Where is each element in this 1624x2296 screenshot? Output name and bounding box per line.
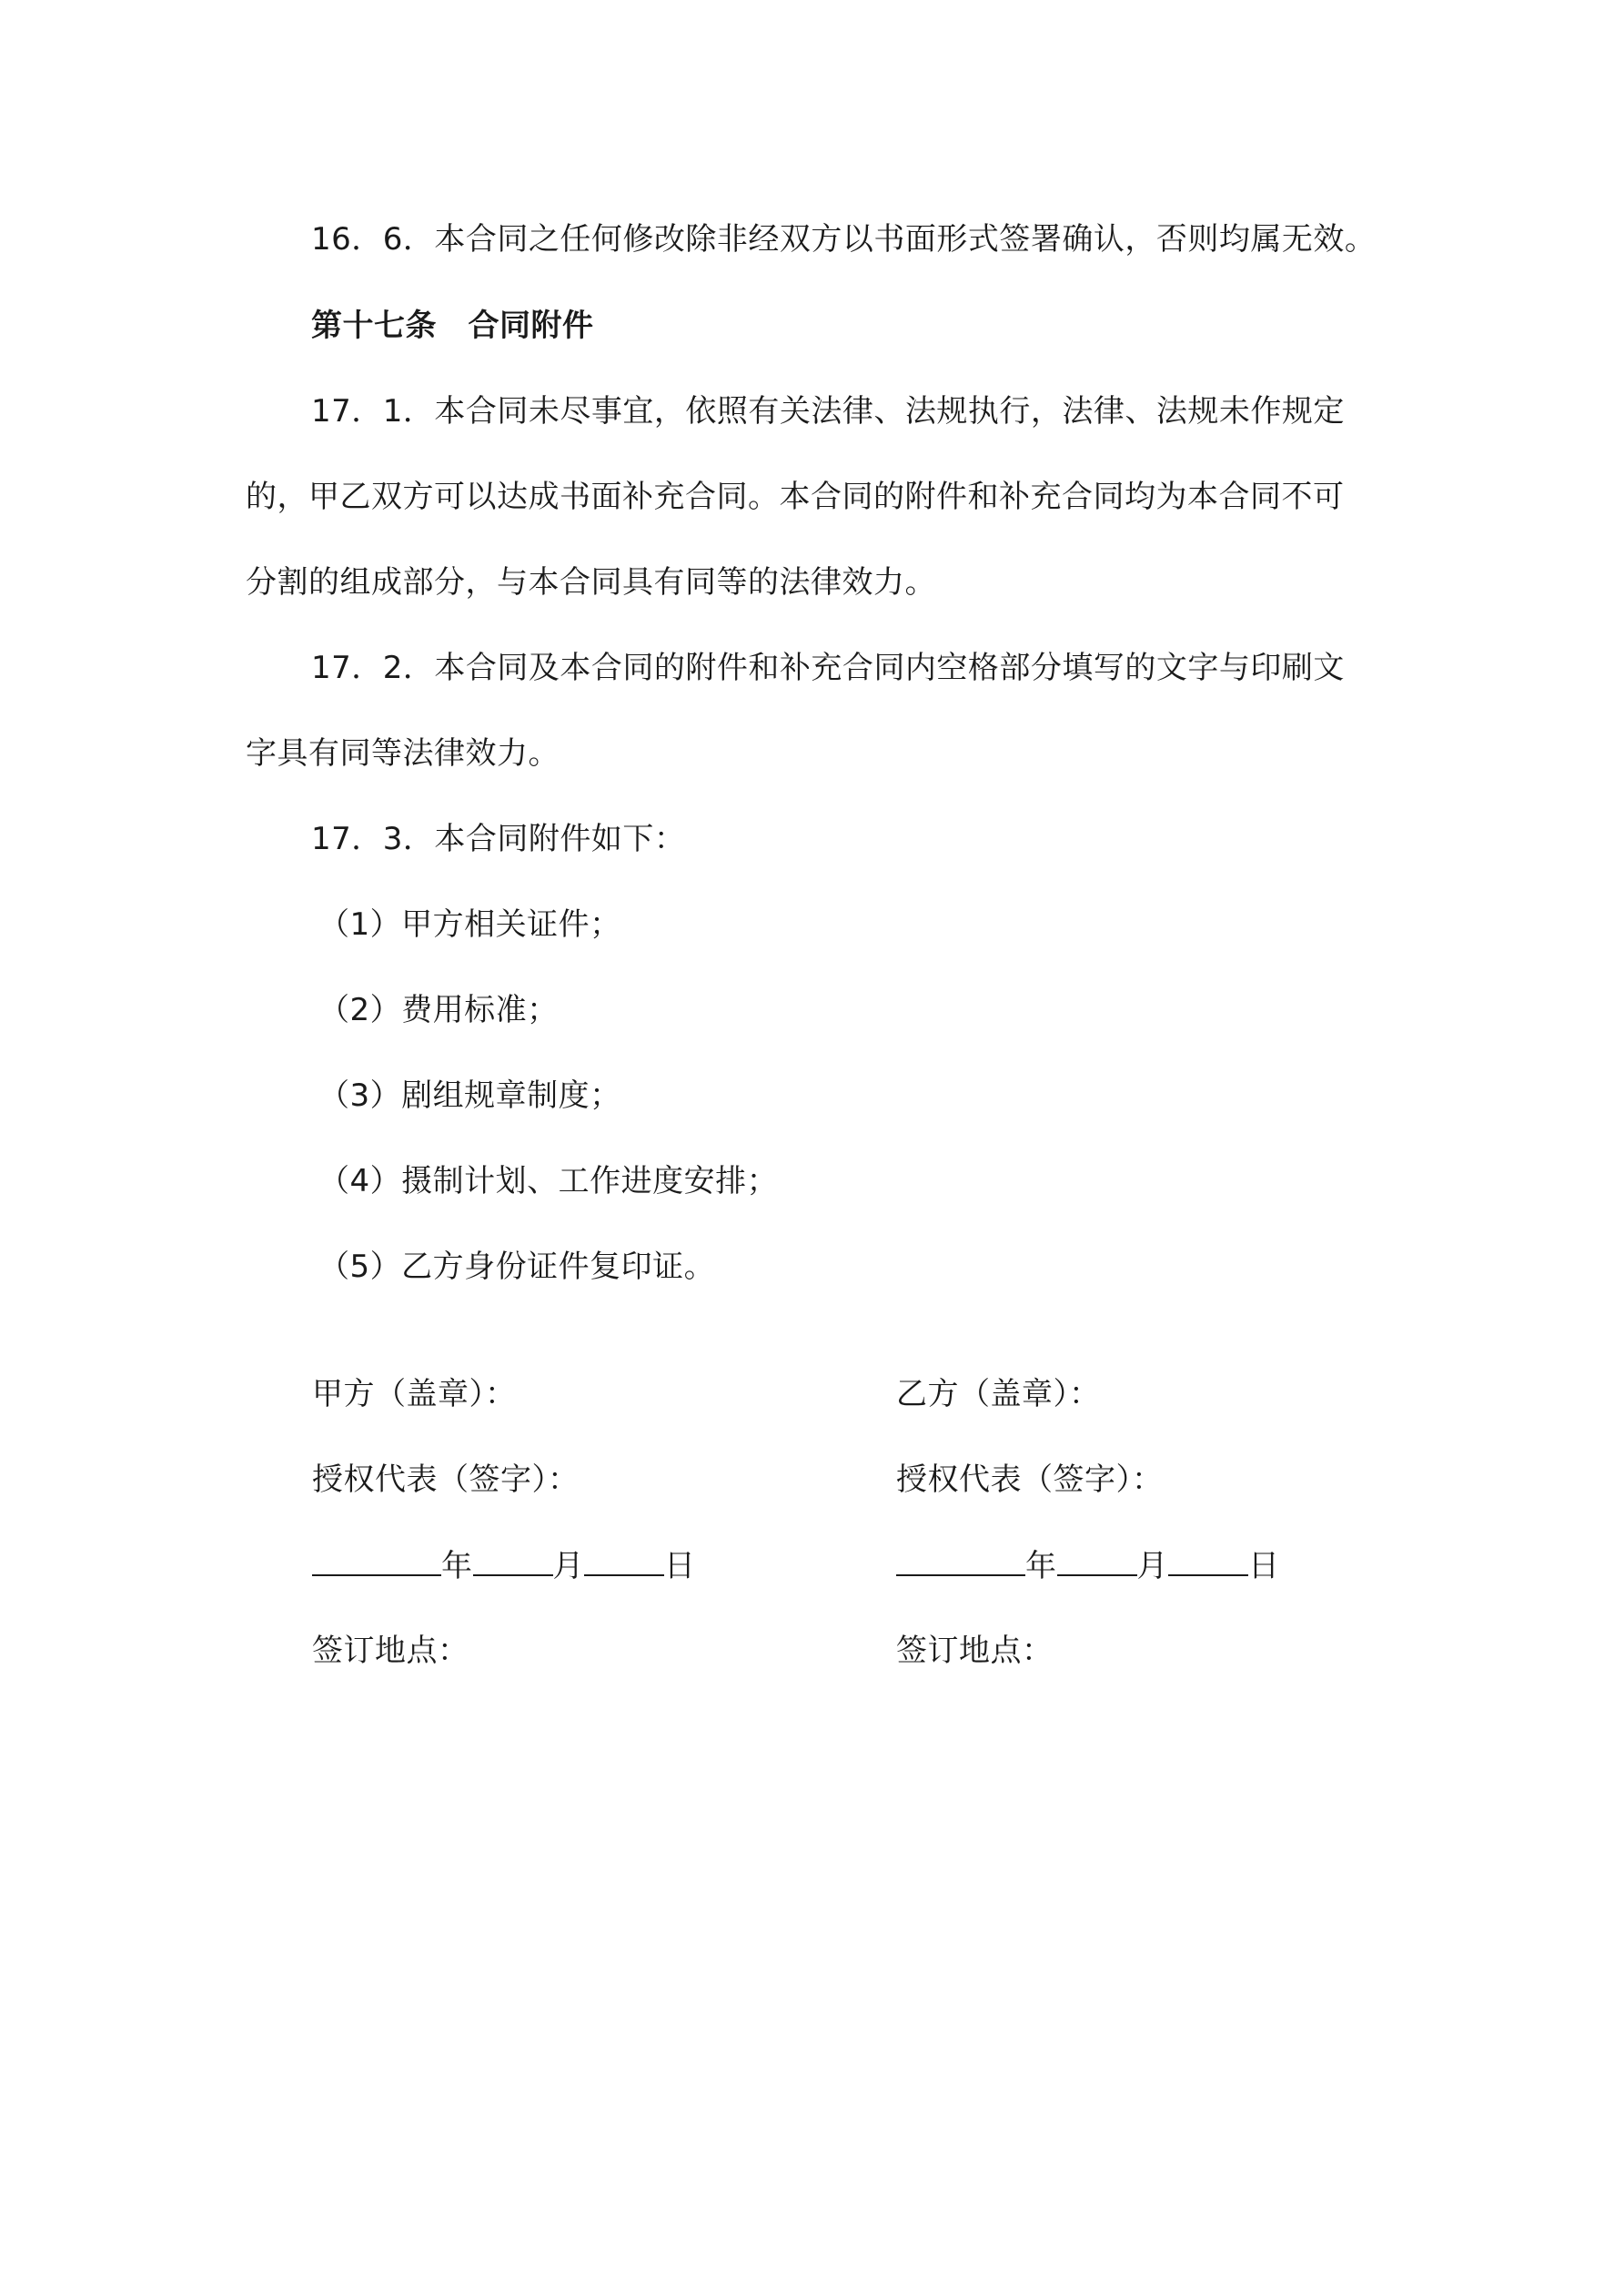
clause-17-3: 17．3．本合同附件如下： [311,821,686,857]
clause-16-6: 16．6．本合同之任何修改除非经双方以书面形式签署确认，否则均属无效。 [311,221,1377,258]
clause-17-2-line-2: 字具有同等法律效力。 [246,735,560,772]
attachment-item-5: （5）乙方身份证件复印证。 [318,1249,716,1285]
attachment-item-2: （2）费用标准； [318,992,559,1028]
attachment-item-4: （4）摄制计划、工作进度安排； [318,1163,779,1199]
party-b-day-label: 日 [1248,1548,1280,1584]
clause-17-1-line-1: 17．1．本合同未尽事宜，依照有关法律、法规执行，法律、法规未作规定 [311,393,1345,430]
party-b-representative: 授权代表（签字）： [896,1462,1164,1498]
party-b-date [896,1543,1280,1588]
clause-17-1-line-2: 的，甲乙双方可以达成书面补充合同。本合同的附件和补充合同均为本合同不可 [246,479,1345,515]
party-a-month-label: 月 [552,1548,584,1584]
party-b-seal: 乙方（盖章）： [896,1376,1101,1412]
party-b-year-label: 年 [1025,1548,1057,1584]
party-b-month-blank[interactable] [1057,1543,1137,1576]
party-b-place: 签订地点： [896,1633,1054,1669]
party-a-day-label: 日 [664,1548,696,1584]
party-b-day-blank[interactable] [1168,1543,1248,1576]
attachment-item-3: （3）剧组规章制度； [318,1077,621,1114]
party-a-year-blank[interactable] [312,1543,441,1576]
attachment-item-1: （1）甲方相关证件； [318,906,621,943]
party-b-month-label: 月 [1136,1548,1168,1584]
party-a-day-blank[interactable] [584,1543,664,1576]
party-a-month-blank[interactable] [473,1543,553,1576]
party-a-representative: 授权代表（签字）： [312,1462,580,1498]
party-a-seal: 甲方（盖章）： [312,1376,517,1412]
article-17-heading: 第十七条 合同附件 [311,308,594,344]
party-b-year-blank[interactable] [896,1543,1025,1576]
party-a-date [312,1543,696,1588]
clause-17-2-line-1: 17．2．本合同及本合同的附件和补充合同内空格部分填写的文字与印刷文 [311,650,1345,686]
party-a-year-label: 年 [441,1548,473,1584]
party-a-place: 签订地点： [312,1633,469,1669]
clause-17-1-line-3: 分割的组成部分，与本合同具有同等的法律效力。 [246,564,936,601]
